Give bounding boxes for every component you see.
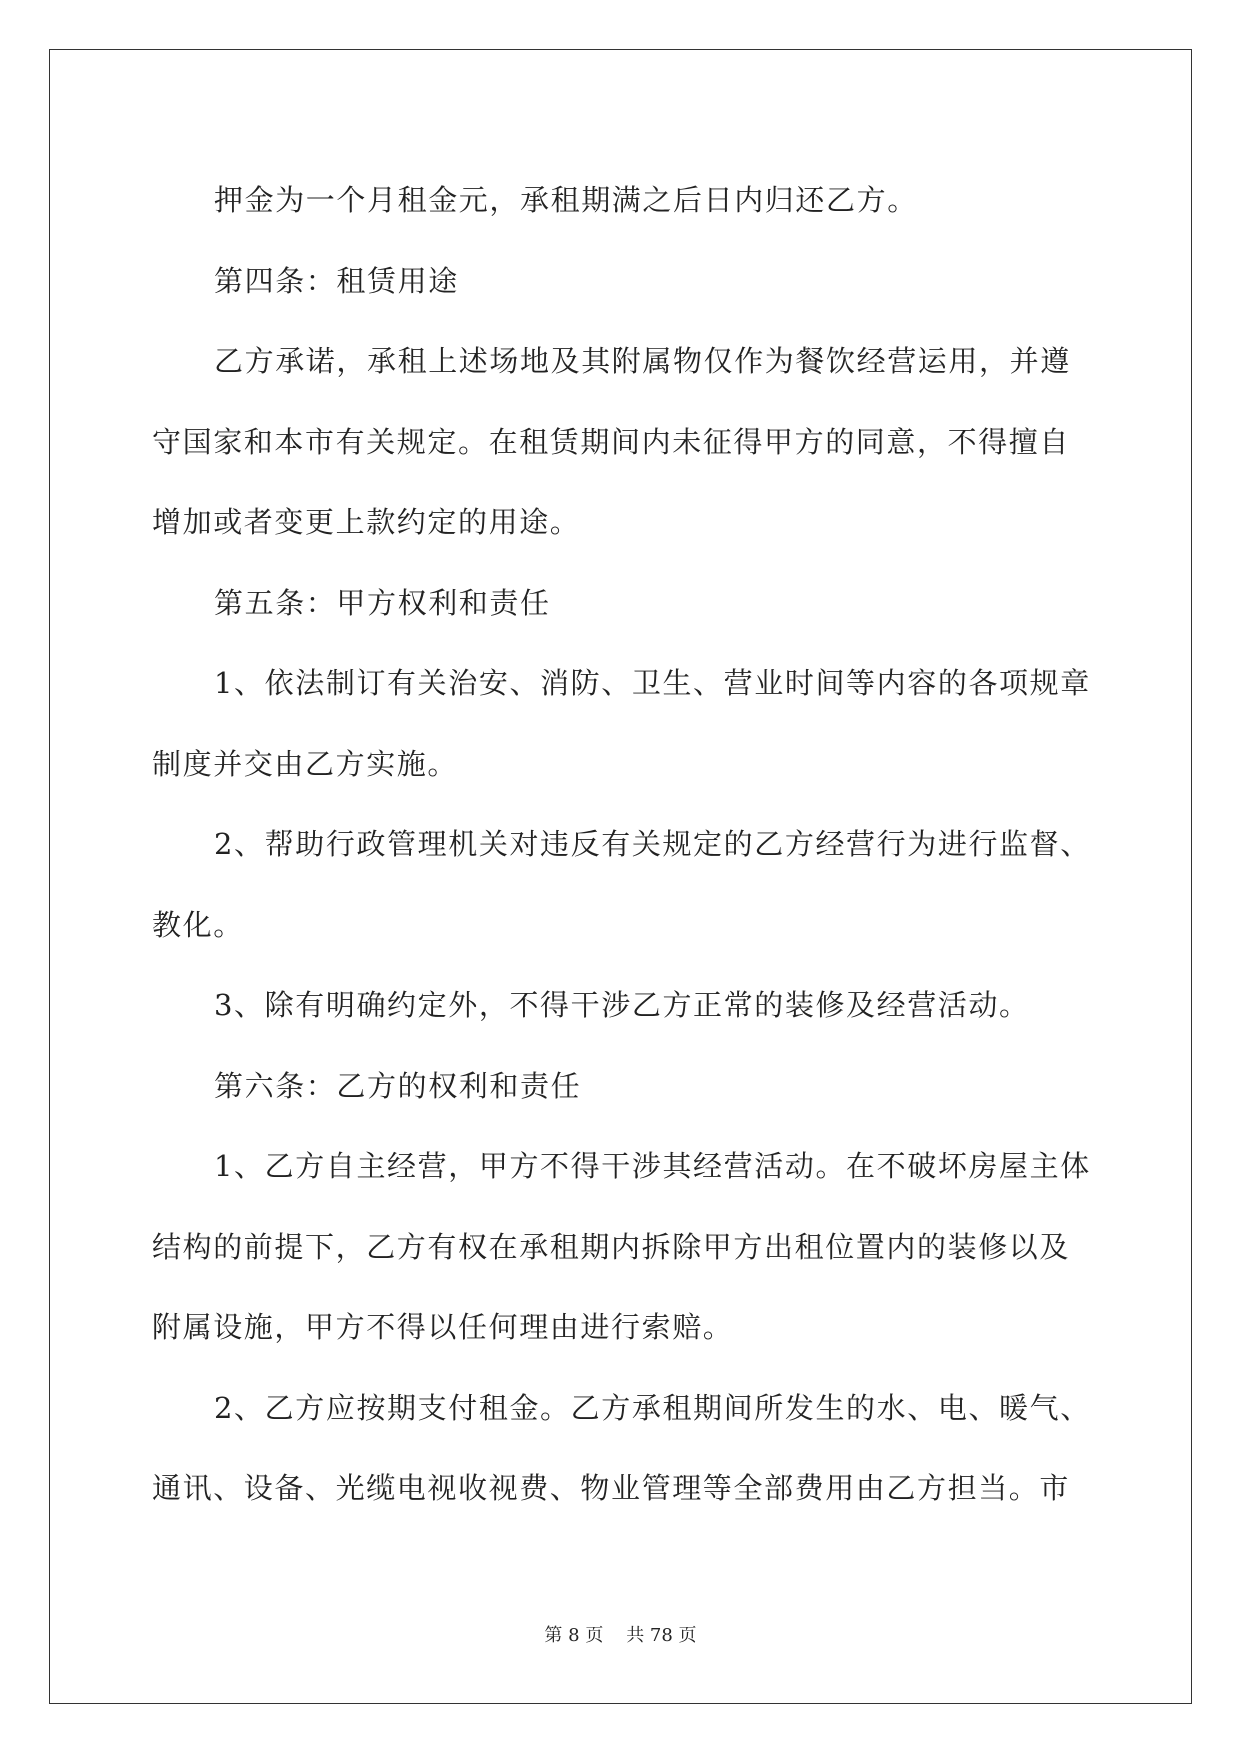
document-body — [152, 160, 1092, 1529]
text-line: 附属设施，甲方不得以任何理由进行索赔。 — [152, 1310, 734, 1344]
text-line: 乙方承诺，承租上述场地及其附属物仅作为餐饮经营运用，并遵 — [214, 344, 1071, 378]
text-line: 通讯、设备、光缆电视收视费、物业管理等全部费用由乙方担当。市 — [152, 1471, 1071, 1505]
section-heading: 第五条：甲方权利和责任 — [214, 585, 551, 620]
text-line: 增加或者变更上款约定的用途。 — [152, 505, 581, 539]
text-line: 3、除有明确约定外，不得干涉乙方正常的装修及经营活动。 — [214, 988, 1030, 1022]
text-line: 1、乙方自主经营，甲方不得干涉其经营活动。在不破坏房屋主体 — [214, 1149, 1091, 1183]
text-line: 1、依法制订有关治安、消防、卫生、营业时间等内容的各项规章 — [214, 666, 1091, 700]
section-heading: 第六条：乙方的权利和责任 — [214, 1068, 582, 1103]
text-line: 制度并交由乙方实施。 — [152, 746, 459, 781]
section-heading: 第四条：租赁用途 — [214, 263, 459, 298]
text-line: 结构的前提下，乙方有权在承租期内拆除甲方出租位置内的装修以及 — [152, 1229, 1071, 1264]
text-line: 守国家和本市有关规定。在租赁期间内未征得甲方的同意，不得擅自 — [152, 424, 1071, 459]
text-line: 押金为一个月租金元，承租期满之后日内归还乙方。 — [214, 183, 918, 217]
text-line: 教化。 — [152, 907, 244, 942]
text-line: 2、乙方应按期支付租金。乙方承租期间所发生的水、电、暖气、 — [214, 1390, 1091, 1425]
page-number-footer: 第 8 页 共 78 页 — [544, 1625, 697, 1646]
text-line: 2、帮助行政管理机关对违反有关规定的乙方经营行为进行监督、 — [214, 827, 1091, 861]
